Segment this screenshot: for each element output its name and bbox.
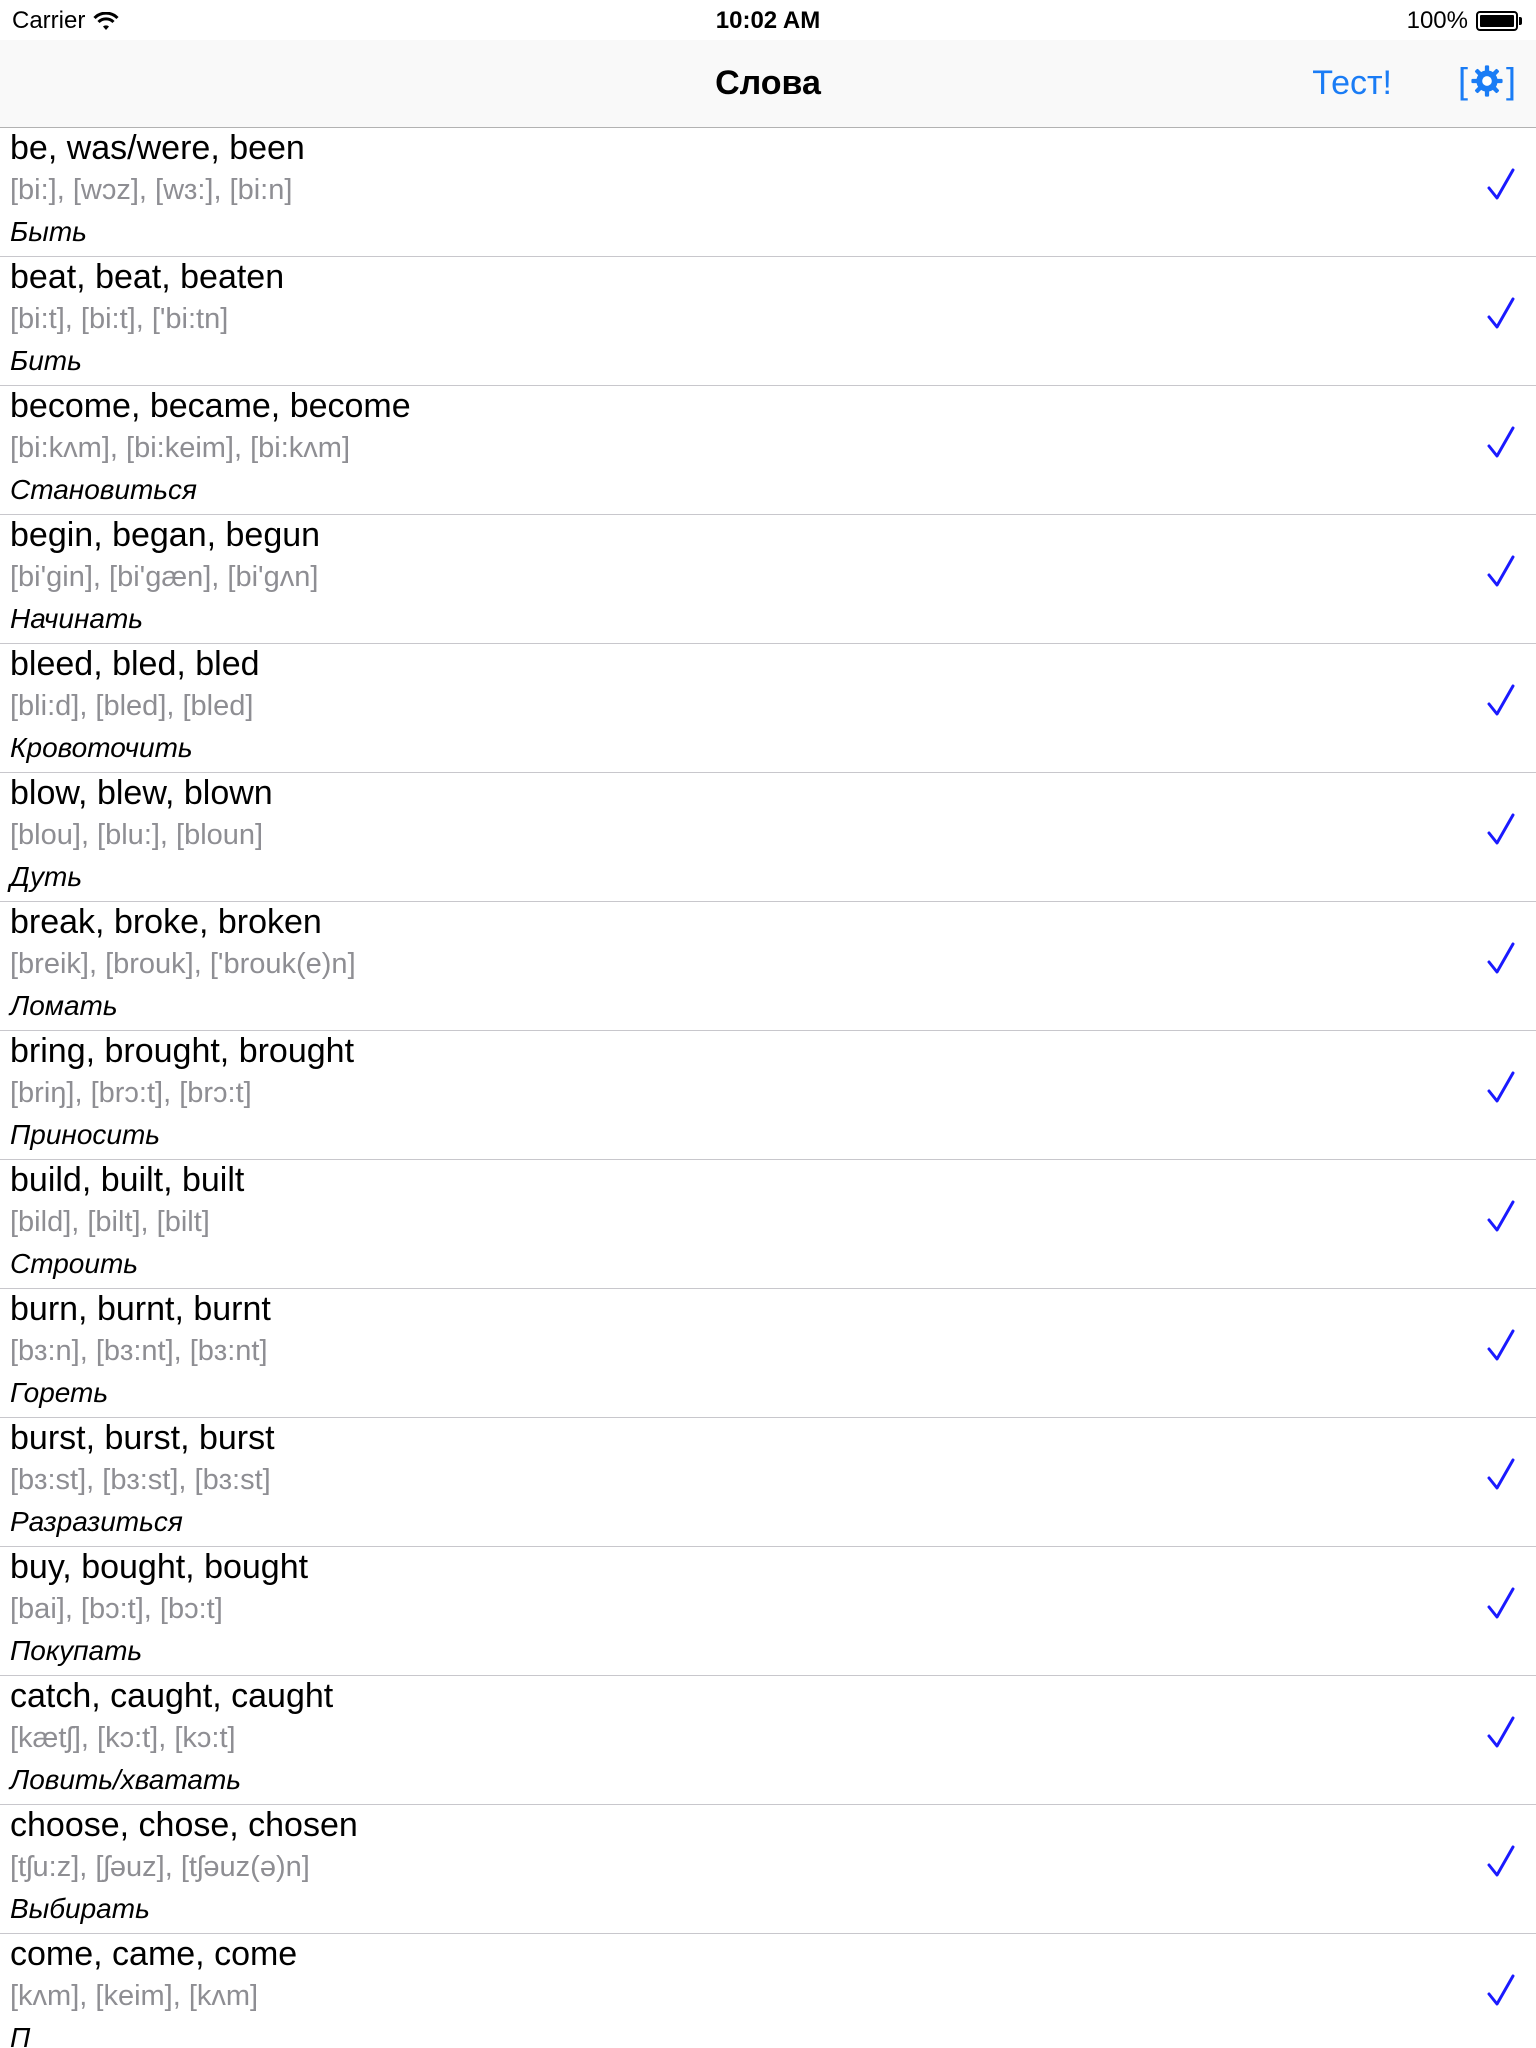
checkmark-icon[interactable] <box>1486 942 1516 976</box>
navigation-bar <box>0 40 1536 128</box>
translation: Ловить/хватать <box>10 1764 241 1795</box>
list-item[interactable] <box>0 1418 1536 1547</box>
transcription: [bi:t], [bi:t], ['bi:tn] <box>10 303 229 335</box>
checkmark-icon[interactable] <box>1486 426 1516 460</box>
verb-forms: bring, brought, brought <box>10 1032 355 1070</box>
verb-forms: catch, caught, caught <box>10 1677 334 1715</box>
status-battery <box>1407 7 1524 35</box>
list-item[interactable] <box>0 386 1536 515</box>
translation: Покупать <box>10 1635 143 1666</box>
list-item[interactable] <box>0 1805 1536 1934</box>
translation: Дуть <box>10 861 83 892</box>
page-title: Слова <box>715 64 821 102</box>
transcription: [kætʃ], [kɔ:t], [kɔ:t] <box>10 1722 236 1754</box>
status-time: 10:02 AM <box>715 7 821 34</box>
transcription: [bai], [bɔ:t], [bɔ:t] <box>10 1593 223 1625</box>
translation: Гореть <box>10 1377 109 1408</box>
list-item[interactable] <box>0 902 1536 1031</box>
status-bar <box>0 0 1536 40</box>
translation: Ломать <box>10 990 118 1021</box>
transcription: [blou], [blu:], [bloun] <box>10 819 264 851</box>
translation: Начинать <box>10 603 144 634</box>
transcription: [bɜ:st], [bɜ:st], [bɜ:st] <box>10 1464 271 1496</box>
verb-forms: break, broke, broken <box>10 903 322 941</box>
checkmark-icon[interactable] <box>1486 1200 1516 1234</box>
gear-icon <box>1470 64 1504 98</box>
transcription: [bi:kʌm], [bi:keim], [bi:kʌm] <box>10 432 350 464</box>
transcription: [bi'gin], [bi'gæn], [bi'gʌn] <box>10 561 319 593</box>
checkmark-icon[interactable] <box>1486 1974 1516 2008</box>
list-item[interactable] <box>0 1676 1536 1805</box>
checkmark-icon[interactable] <box>1486 1458 1516 1492</box>
settings-button[interactable] <box>1458 60 1516 102</box>
transcription: [bild], [bilt], [bilt] <box>10 1206 210 1238</box>
list-item[interactable] <box>0 1289 1536 1418</box>
list-item[interactable] <box>0 515 1536 644</box>
checkmark-icon[interactable] <box>1486 1329 1516 1363</box>
transcription: [briŋ], [brɔ:t], [brɔ:t] <box>10 1077 252 1109</box>
list-item[interactable] <box>0 1547 1536 1676</box>
list-item[interactable] <box>0 1160 1536 1289</box>
translation: Выбирать <box>10 1893 150 1924</box>
translation: Становиться <box>10 474 197 505</box>
list-item[interactable] <box>0 644 1536 773</box>
translation: Приносить <box>10 1119 161 1150</box>
transcription: [bi:], [wɔz], [wɜ:], [bi:n] <box>10 174 293 206</box>
battery-icon <box>1476 11 1524 31</box>
verb-forms: burst, burst, burst <box>10 1419 275 1457</box>
checkmark-icon[interactable] <box>1486 168 1516 202</box>
verb-forms: choose, chose, chosen <box>10 1806 358 1844</box>
battery-percent: 100% <box>1406 7 1468 34</box>
carrier-label: Carrier <box>12 7 86 34</box>
list-item[interactable] <box>0 257 1536 386</box>
verb-forms: blow, blew, blown <box>10 774 273 812</box>
verb-forms: build, built, built <box>10 1161 245 1199</box>
verb-forms: buy, bought, bought <box>10 1548 309 1586</box>
settings-bracket-left: [ <box>1457 60 1468 101</box>
translation: П <box>10 2022 31 2048</box>
checkmark-icon[interactable] <box>1486 1071 1516 1105</box>
translation: Строить <box>10 1248 138 1279</box>
transcription: [kʌm], [keim], [kʌm] <box>10 1980 259 2012</box>
transcription: [tʃu:z], [ʃəuz], [tʃəuz(ə)n] <box>10 1851 310 1883</box>
translation: Кровоточить <box>10 732 193 763</box>
checkmark-icon[interactable] <box>1486 813 1516 847</box>
word-list[interactable] <box>0 128 1536 2048</box>
transcription: [bɜ:n], [bɜ:nt], [bɜ:nt] <box>10 1335 268 1367</box>
transcription: [breik], [brouk], ['brouk(e)n] <box>10 948 356 980</box>
translation: Разразиться <box>10 1506 183 1537</box>
transcription: [bli:d], [bled], [bled] <box>10 690 254 722</box>
translation: Бить <box>10 345 82 376</box>
translation: Быть <box>10 216 87 247</box>
test-button[interactable]: Тест! <box>1312 64 1392 102</box>
verb-forms: come, came, come <box>10 1935 298 1973</box>
checkmark-icon[interactable] <box>1486 684 1516 718</box>
list-item[interactable] <box>0 128 1536 257</box>
checkmark-icon[interactable] <box>1486 1716 1516 1750</box>
checkmark-icon[interactable] <box>1486 297 1516 331</box>
verb-forms: become, became, become <box>10 387 411 425</box>
checkmark-icon[interactable] <box>1486 1845 1516 1879</box>
list-item[interactable] <box>0 1031 1536 1160</box>
verb-forms: be, was/were, been <box>10 129 305 167</box>
verb-forms: beat, beat, beaten <box>10 258 285 296</box>
verb-forms: begin, began, begun <box>10 516 321 554</box>
checkmark-icon[interactable] <box>1486 555 1516 589</box>
verb-forms: burn, burnt, burnt <box>10 1290 271 1328</box>
list-item[interactable] <box>0 1934 1536 2048</box>
checkmark-icon[interactable] <box>1486 1587 1516 1621</box>
verb-forms: bleed, bled, bled <box>10 645 260 683</box>
list-item[interactable] <box>0 773 1536 902</box>
settings-bracket-right: ] <box>1505 60 1516 101</box>
